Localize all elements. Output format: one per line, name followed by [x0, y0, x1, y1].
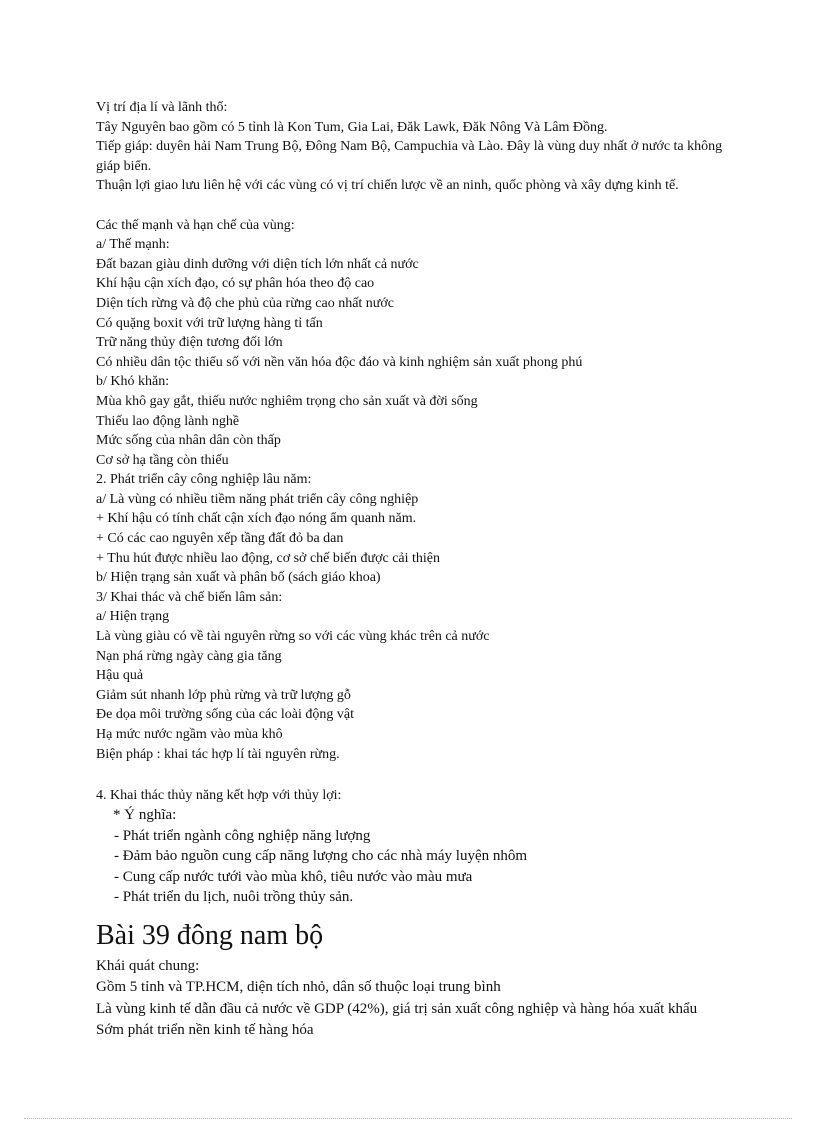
list-item: Giảm sút nhanh lớp phủ rừng và trữ lượng gỗ: [96, 687, 351, 703]
section-bai-39: [96, 918, 726, 1042]
section-title: 4. Khai thác thủy năng kết hợp với thủy lợi:: [96, 787, 342, 803]
list-item: Trữ năng thủy điện tương đối lớn: [96, 335, 283, 351]
list-item: + Khí hậu có tính chất cận xích đạo nóng ẩm quanh năm.: [96, 511, 417, 527]
document-page: [96, 98, 726, 1042]
section-2: [96, 470, 726, 588]
subsection-label: b/ Khó khăn:: [96, 374, 170, 390]
section-vi-tri: [96, 98, 726, 196]
list-item: Nạn phá rừng ngày càng gia tăng: [96, 648, 282, 664]
page-bottom-divider: [24, 1118, 792, 1119]
section-title: 3/ Khai thác và chế biến lâm sản:: [96, 589, 283, 605]
paragraph: Tiếp giáp: duyên hải Nam Trung Bộ, Đông Nam Bộ, Campuchia và Lào. Đây là vùng duy nhất ở nước ta không giáp biển.: [96, 139, 723, 174]
subsection-label: a/ Thế mạnh:: [96, 237, 170, 253]
list-item: a/ Là vùng có nhiều tiềm năng phát triển cây công nghiệp: [96, 491, 419, 507]
list-item: Đất bazan giàu dinh dưỡng với diện tích lớn nhất cả nước: [96, 256, 419, 272]
list-item: Mức sống của nhân dân còn thấp: [96, 433, 281, 449]
list-item: Diện tích rừng và độ che phủ của rừng cao nhất nước: [96, 295, 395, 311]
section-3: [96, 588, 726, 764]
list-item: Có nhiều dân tộc thiểu số với nền văn hóa độc đáo và kinh nghiệm sản xuất phong phú: [96, 354, 583, 370]
list-item: + Có các cao nguyên xếp tầng đất đỏ ba dan: [96, 531, 344, 547]
list-item: Là vùng giàu có về tài nguyên rừng so với các vùng khác trên cả nước: [96, 629, 490, 645]
blank-line: [96, 196, 726, 216]
list-item: Khí hậu cận xích đạo, có sự phân hóa theo độ cao: [96, 276, 375, 292]
lesson-heading: Bài 39 đông nam bộ: [96, 919, 324, 951]
list-item: Hạ mức nước ngầm vào mùa khô: [96, 727, 283, 742]
list-item: - Phát triển du lịch, nuôi trồng thủy sản.: [114, 889, 354, 906]
list-item: Cơ sở hạ tầng còn thiếu: [96, 452, 229, 468]
blank-line: [96, 764, 726, 784]
list-item: Hậu quả: [96, 668, 144, 684]
section-title: Các thế mạnh và hạn chế của vùng:: [96, 217, 295, 233]
paragraph: Sớm phát triển nền kinh tế hàng hóa: [96, 1022, 314, 1039]
list-item: Biện pháp : khai tác hợp lí tài nguyên rừng.: [96, 746, 340, 762]
paragraph: Là vùng kinh tế dẫn đầu cả nước về GDP (42%), giá trị sản xuất công nghiệp và hàng hóa xuất khẩu: [96, 1000, 698, 1017]
list-item: Đe dọa môi trường sống của các loài động vật: [96, 707, 354, 723]
section-title: Vị trí địa lí và lãnh thổ:: [96, 100, 228, 115]
paragraph: Thuận lợi giao lưu liên hệ với các vùng có vị trí chiến lược về an ninh, quốc phòng và xây dựng kinh tế.: [96, 178, 679, 194]
list-item: Thiếu lao động lành nghề: [96, 413, 240, 429]
list-item: + Thu hút được nhiều lao động, cơ sở chế biến được cải thiện: [96, 550, 441, 566]
section-title: 2. Phát triển cây công nghiệp lâu năm:: [96, 472, 312, 488]
list-item: Mùa khô gay gắt, thiếu nước nghiêm trọng cho sản xuất và đời sống: [96, 393, 478, 409]
paragraph: Tây Nguyên bao gồm có 5 tỉnh là Kon Tum, Gia Lai, Đăk Lawk, Đăk Nông Và Lâm Đồng.: [96, 119, 608, 135]
paragraph: Gồm 5 tỉnh và TP.HCM, diện tích nhỏ, dân số thuộc loại trung bình: [96, 979, 501, 996]
paragraph: Khái quát chung:: [96, 957, 200, 974]
list-item: - Đảm bảo nguồn cung cấp năng lượng cho các nhà máy luyện nhôm: [114, 848, 528, 865]
list-item: a/ Hiện trạng: [96, 609, 170, 625]
section-4: [96, 786, 726, 908]
list-item: - Cung cấp nước tưới vào mùa khô, tiêu nước vào màu mưa: [114, 868, 473, 885]
list-item: - Phát triển ngành công nghiệp năng lượng: [114, 827, 371, 844]
section-the-manh: [96, 216, 726, 471]
list-item: Có quặng boxit với trữ lượng hàng tỉ tấn: [96, 315, 323, 331]
subsection-label: * Ý nghĩa:: [113, 807, 177, 824]
list-item: b/ Hiện trạng sản xuất và phân bố (sách giáo khoa): [96, 570, 381, 586]
